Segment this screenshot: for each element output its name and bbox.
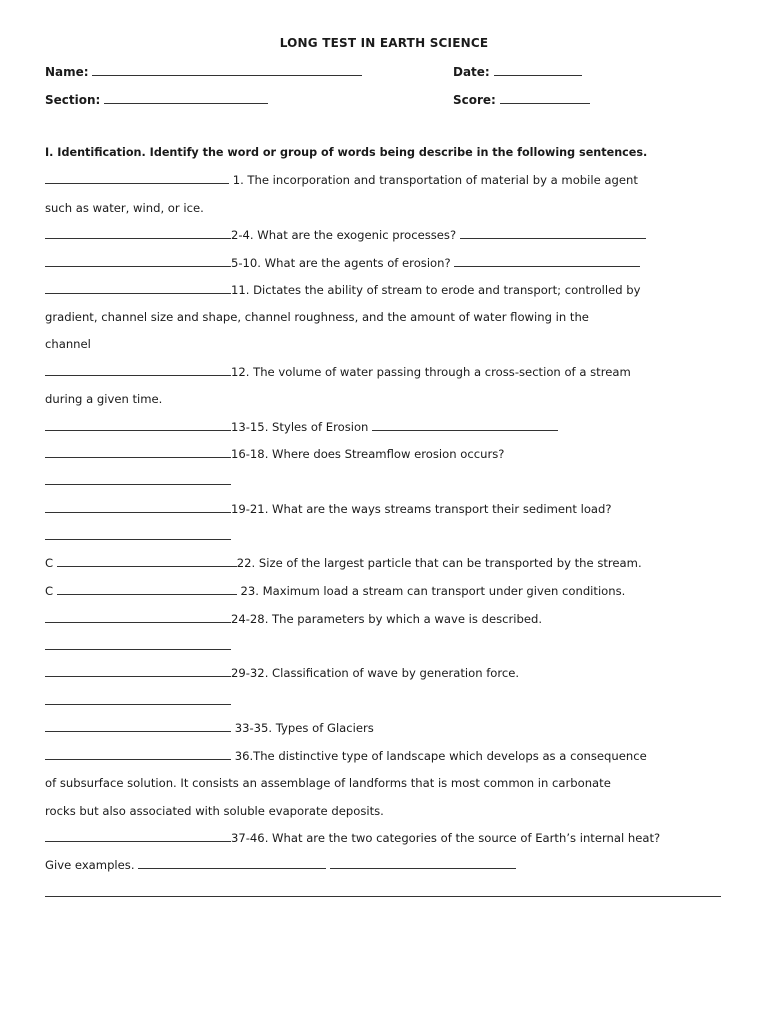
answer-line xyxy=(45,529,231,543)
question-13-15 xyxy=(45,420,558,434)
date-label: Date: xyxy=(453,65,490,79)
full-answer-line[interactable] xyxy=(45,896,721,897)
question-text: 22. Size of the largest particle that can be transported by the stream. xyxy=(236,556,642,570)
question-24-28 xyxy=(45,612,542,626)
answer-prefix: C xyxy=(45,584,54,598)
question-text: 11. Dictates the ability of stream to erode and transport; controlled by xyxy=(231,283,641,297)
question-text: 24-28. The parameters by which a wave is described. xyxy=(231,612,543,626)
question-text: 19-21. What are the ways streams transport their sediment load? xyxy=(231,502,612,516)
question-text: 1. The incorporation and transportation of material by a mobile agent xyxy=(232,173,638,187)
answer-blank[interactable] xyxy=(45,365,231,376)
question-1 xyxy=(45,173,638,187)
question-text: 16-18. Where does Streamflow erosion occurs? xyxy=(231,447,505,461)
question-text: 29-32. Classification of wave by generation force. xyxy=(231,666,520,680)
score-label: Score: xyxy=(453,93,496,107)
answer-blank[interactable] xyxy=(45,502,231,513)
answer-blank[interactable] xyxy=(45,749,231,760)
question-text: Give examples. xyxy=(45,858,135,872)
question-12 xyxy=(45,365,631,379)
question-23 xyxy=(45,584,625,598)
answer-blank[interactable] xyxy=(372,420,558,431)
section-blank[interactable] xyxy=(104,92,268,104)
answer-blank[interactable] xyxy=(45,283,231,294)
page-title: LONG TEST IN EARTH SCIENCE xyxy=(279,36,489,50)
name-blank[interactable] xyxy=(92,64,362,76)
question-37-46 xyxy=(45,831,660,845)
question-11 xyxy=(45,283,641,297)
question-19-21 xyxy=(45,502,612,516)
score-blank[interactable] xyxy=(500,92,590,104)
answer-blank[interactable] xyxy=(460,228,646,239)
answer-line xyxy=(45,694,231,708)
question-22 xyxy=(45,556,642,570)
date-field xyxy=(453,64,582,79)
answer-blank[interactable] xyxy=(45,420,231,431)
question-text: 2-4. What are the exogenic processes? xyxy=(231,228,457,242)
answer-blank[interactable] xyxy=(45,474,231,485)
question-2-4 xyxy=(45,228,646,242)
section-label: Section: xyxy=(45,93,101,107)
name-field xyxy=(45,64,362,79)
answer-blank[interactable] xyxy=(57,556,237,567)
question-16-18 xyxy=(45,447,504,461)
answer-blank[interactable] xyxy=(57,584,237,595)
answer-line xyxy=(45,639,231,653)
question-text: 37-46. What are the two categories of the source of Earth’s internal heat? xyxy=(231,831,661,845)
question-11-cont: gradient, channel size and shape, channel roughness, and the amount of water flowing in the xyxy=(45,310,589,324)
question-12-cont: during a given time. xyxy=(45,392,163,406)
question-5-10 xyxy=(45,256,640,270)
answer-blank[interactable] xyxy=(45,228,231,239)
question-37-46-cont xyxy=(45,858,516,872)
answer-prefix: C xyxy=(45,556,54,570)
date-blank[interactable] xyxy=(494,64,582,76)
answer-blank[interactable] xyxy=(45,529,231,540)
answer-blank[interactable] xyxy=(330,858,516,869)
question-text: 5-10. What are the agents of erosion? xyxy=(231,256,451,270)
answer-blank[interactable] xyxy=(45,721,231,732)
question-11-cont: channel xyxy=(45,337,91,351)
answer-blank[interactable] xyxy=(45,447,231,458)
question-36-cont: rocks but also associated with soluble evaporate deposits. xyxy=(45,804,384,818)
question-36 xyxy=(45,749,647,763)
question-36-cont: of subsurface solution. It consists an assemblage of landforms that is most common in carbonate xyxy=(45,776,611,790)
instructions: I. Identification. Identify the word or group of words being describe in the following sentences. xyxy=(45,146,648,159)
answer-blank[interactable] xyxy=(45,612,231,623)
question-text: 33-35. Types of Glaciers xyxy=(234,721,374,735)
section-field xyxy=(45,92,268,107)
answer-blank[interactable] xyxy=(45,831,231,842)
answer-blank[interactable] xyxy=(45,666,231,677)
answer-blank[interactable] xyxy=(45,173,229,184)
answer-blank[interactable] xyxy=(138,858,326,869)
score-field xyxy=(453,92,590,107)
answer-blank[interactable] xyxy=(45,694,231,705)
question-33-35 xyxy=(45,721,374,735)
question-text: 36.The distinctive type of landscape which develops as a consequence xyxy=(234,749,647,763)
answer-blank[interactable] xyxy=(45,639,231,650)
question-1-cont: such as water, wind, or ice. xyxy=(45,201,204,215)
answer-blank[interactable] xyxy=(45,256,231,267)
answer-line xyxy=(45,474,231,488)
question-text: 12. The volume of water passing through a cross-section of a stream xyxy=(231,365,631,379)
question-29-32 xyxy=(45,666,519,680)
answer-blank[interactable] xyxy=(454,256,640,267)
name-label: Name: xyxy=(45,65,89,79)
question-text: 23. Maximum load a stream can transport under given conditions. xyxy=(240,584,626,598)
question-text: 13-15. Styles of Erosion xyxy=(231,420,369,434)
